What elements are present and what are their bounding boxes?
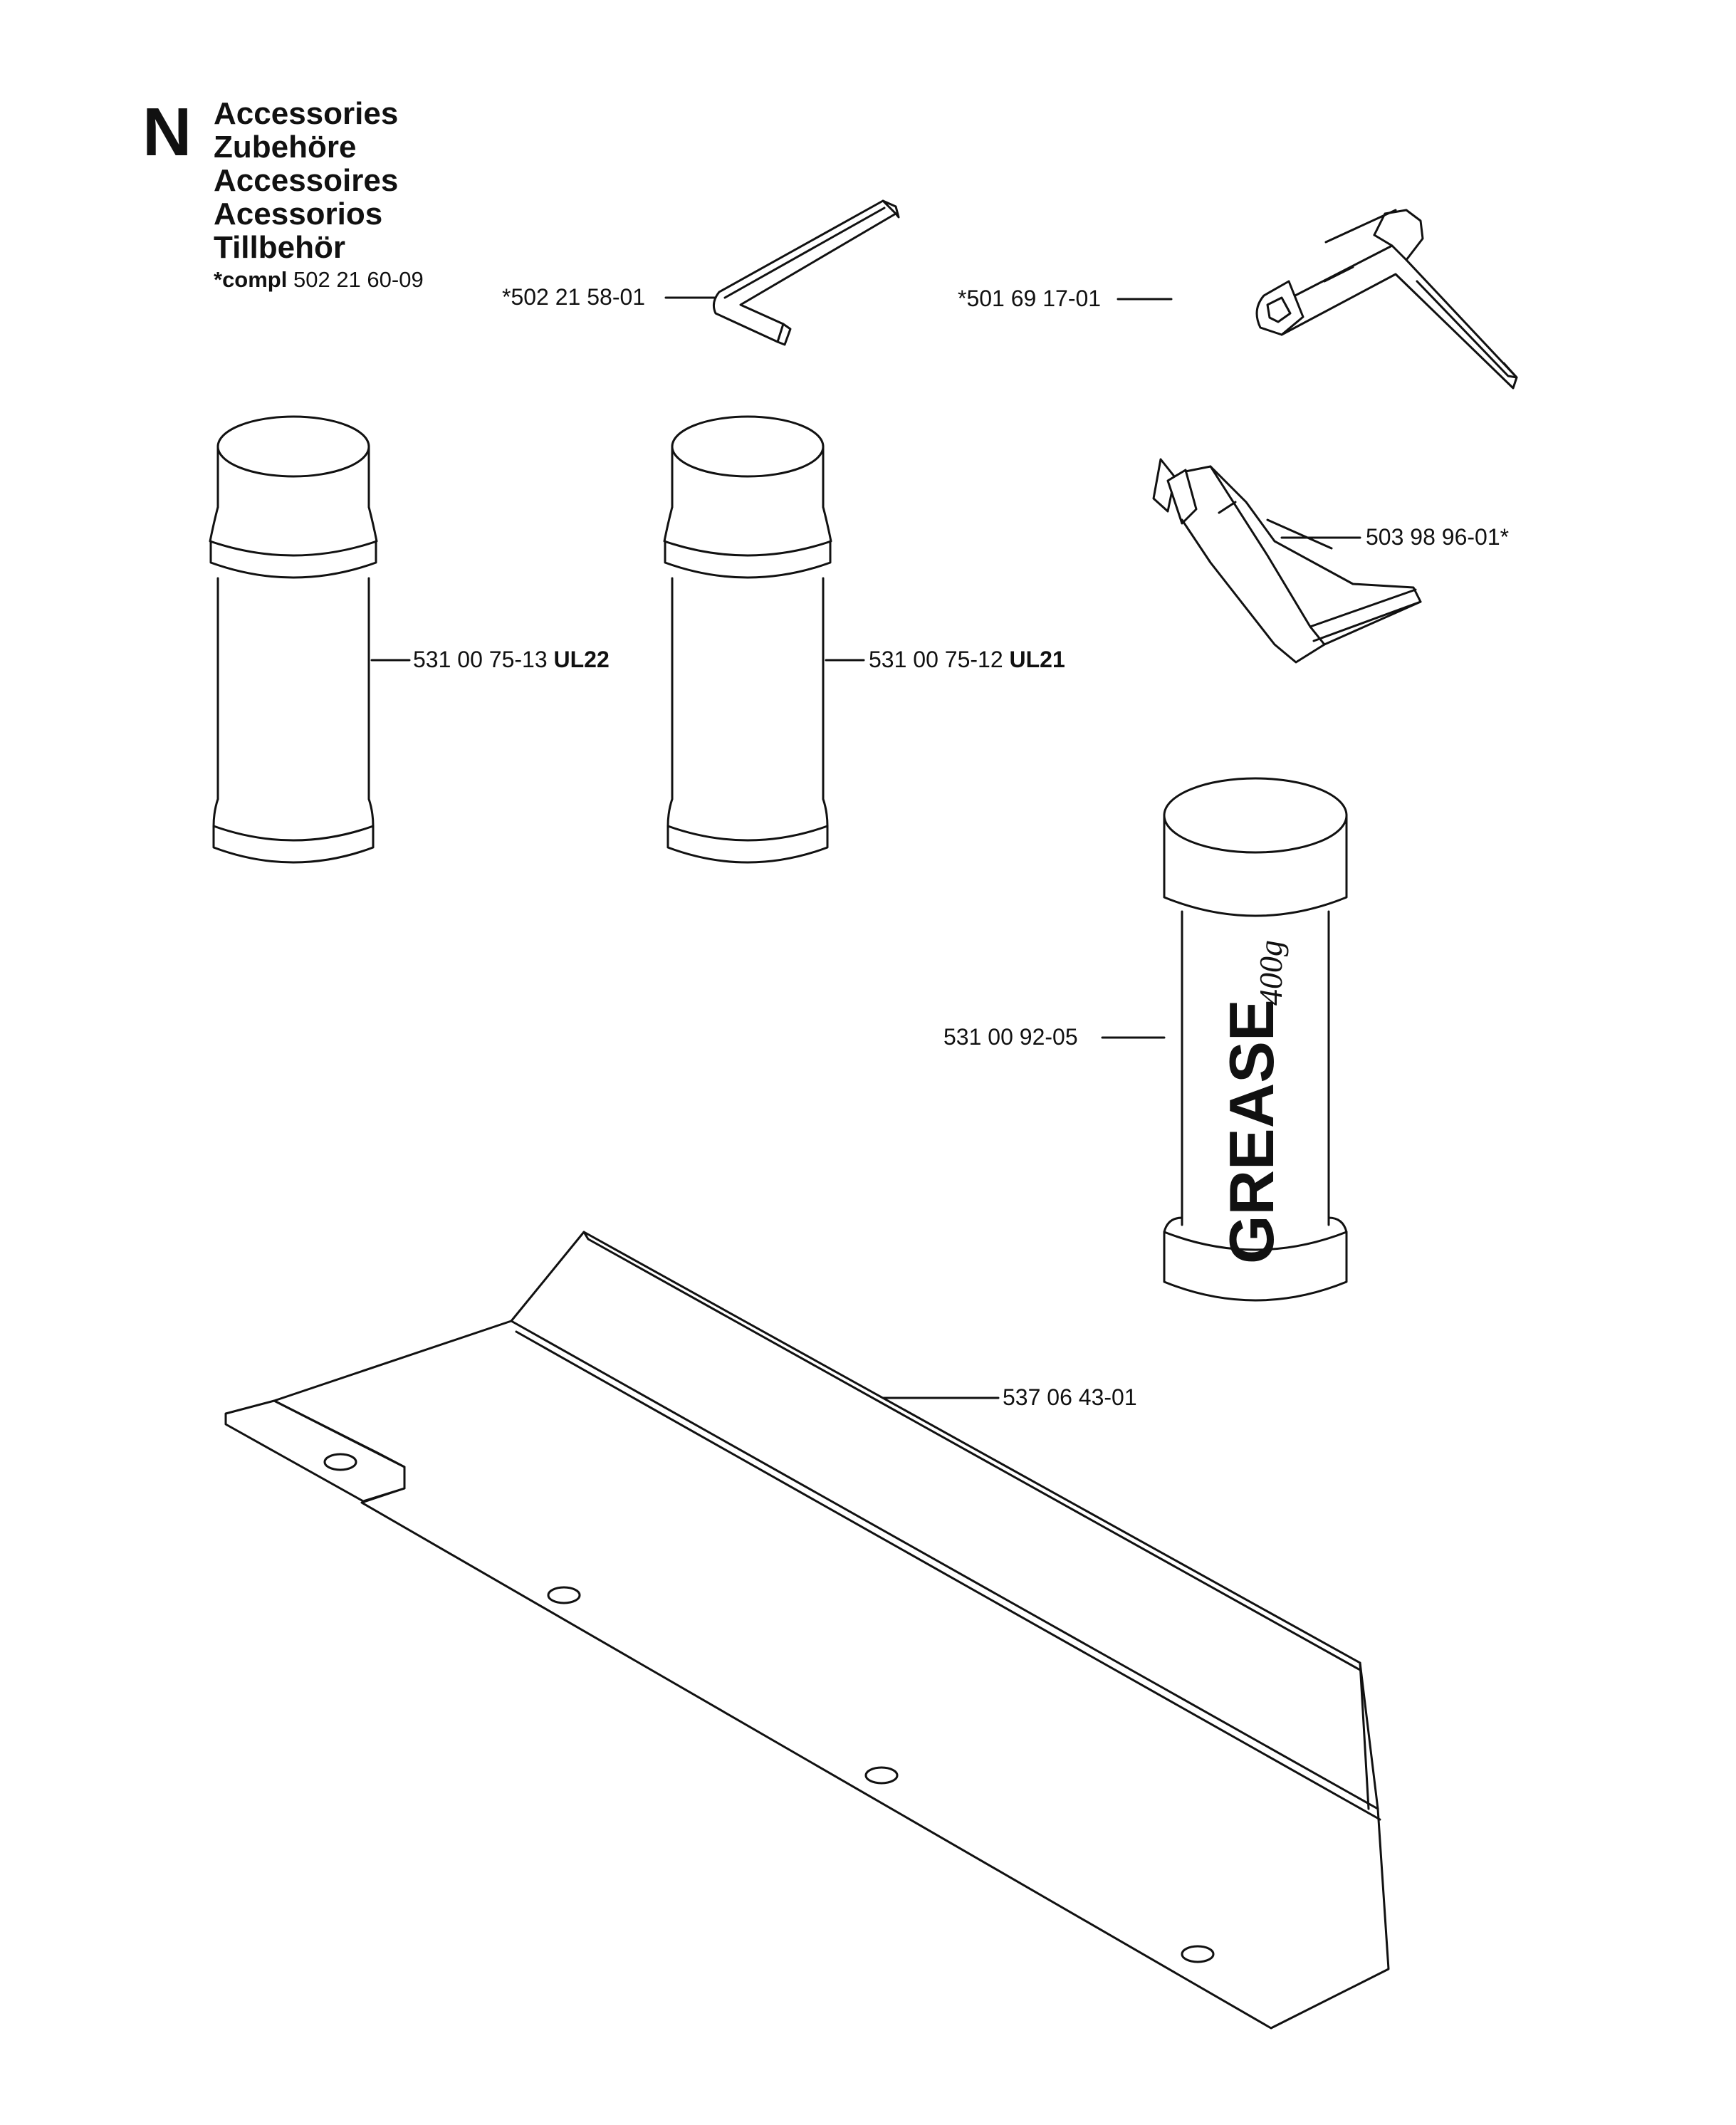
label-grease-can: 531 00 92-05 bbox=[943, 1024, 1078, 1050]
grease-can-print bbox=[1216, 940, 1289, 1264]
title-sv: Tillbehör bbox=[214, 230, 345, 265]
compl-label: *compl bbox=[214, 267, 288, 292]
label-grease-tube: 503 98 96-01* bbox=[1366, 524, 1510, 550]
label-spray-can-left-number: 531 00 75-13 bbox=[413, 647, 548, 672]
guard-plate-drawing bbox=[226, 1232, 1389, 2028]
label-spray-can-left-code: UL22 bbox=[553, 647, 610, 672]
label-spray-can-right-number: 531 00 75-12 bbox=[869, 647, 1003, 672]
grease-word: GREASE bbox=[1216, 999, 1287, 1264]
label-hex-key: *502 21 58-01 bbox=[502, 284, 646, 310]
section-letter: N bbox=[142, 94, 192, 170]
spray-can-left-drawing bbox=[210, 417, 377, 862]
grease-weight: 400g bbox=[1253, 940, 1289, 1006]
title-pt: Acessorios bbox=[214, 197, 383, 231]
title-de: Zubehöre bbox=[214, 130, 357, 165]
label-spray-can-left bbox=[413, 647, 610, 672]
label-spray-can-right-code: UL21 bbox=[1009, 647, 1065, 672]
hex-key-drawing bbox=[713, 201, 899, 345]
combination-spanner-drawing bbox=[1257, 210, 1517, 388]
spray-can-right-drawing bbox=[664, 417, 831, 862]
label-combination-spanner: *501 69 17-01 bbox=[958, 286, 1102, 311]
label-guard-plate: 537 06 43-01 bbox=[1003, 1384, 1137, 1410]
compl-number: 502 21 60-09 bbox=[293, 267, 424, 292]
title-fr: Accessoires bbox=[214, 163, 399, 198]
label-spray-can-right bbox=[869, 647, 1065, 672]
title-en: Accessories bbox=[214, 96, 399, 131]
grease-tube-drawing bbox=[1154, 459, 1421, 662]
